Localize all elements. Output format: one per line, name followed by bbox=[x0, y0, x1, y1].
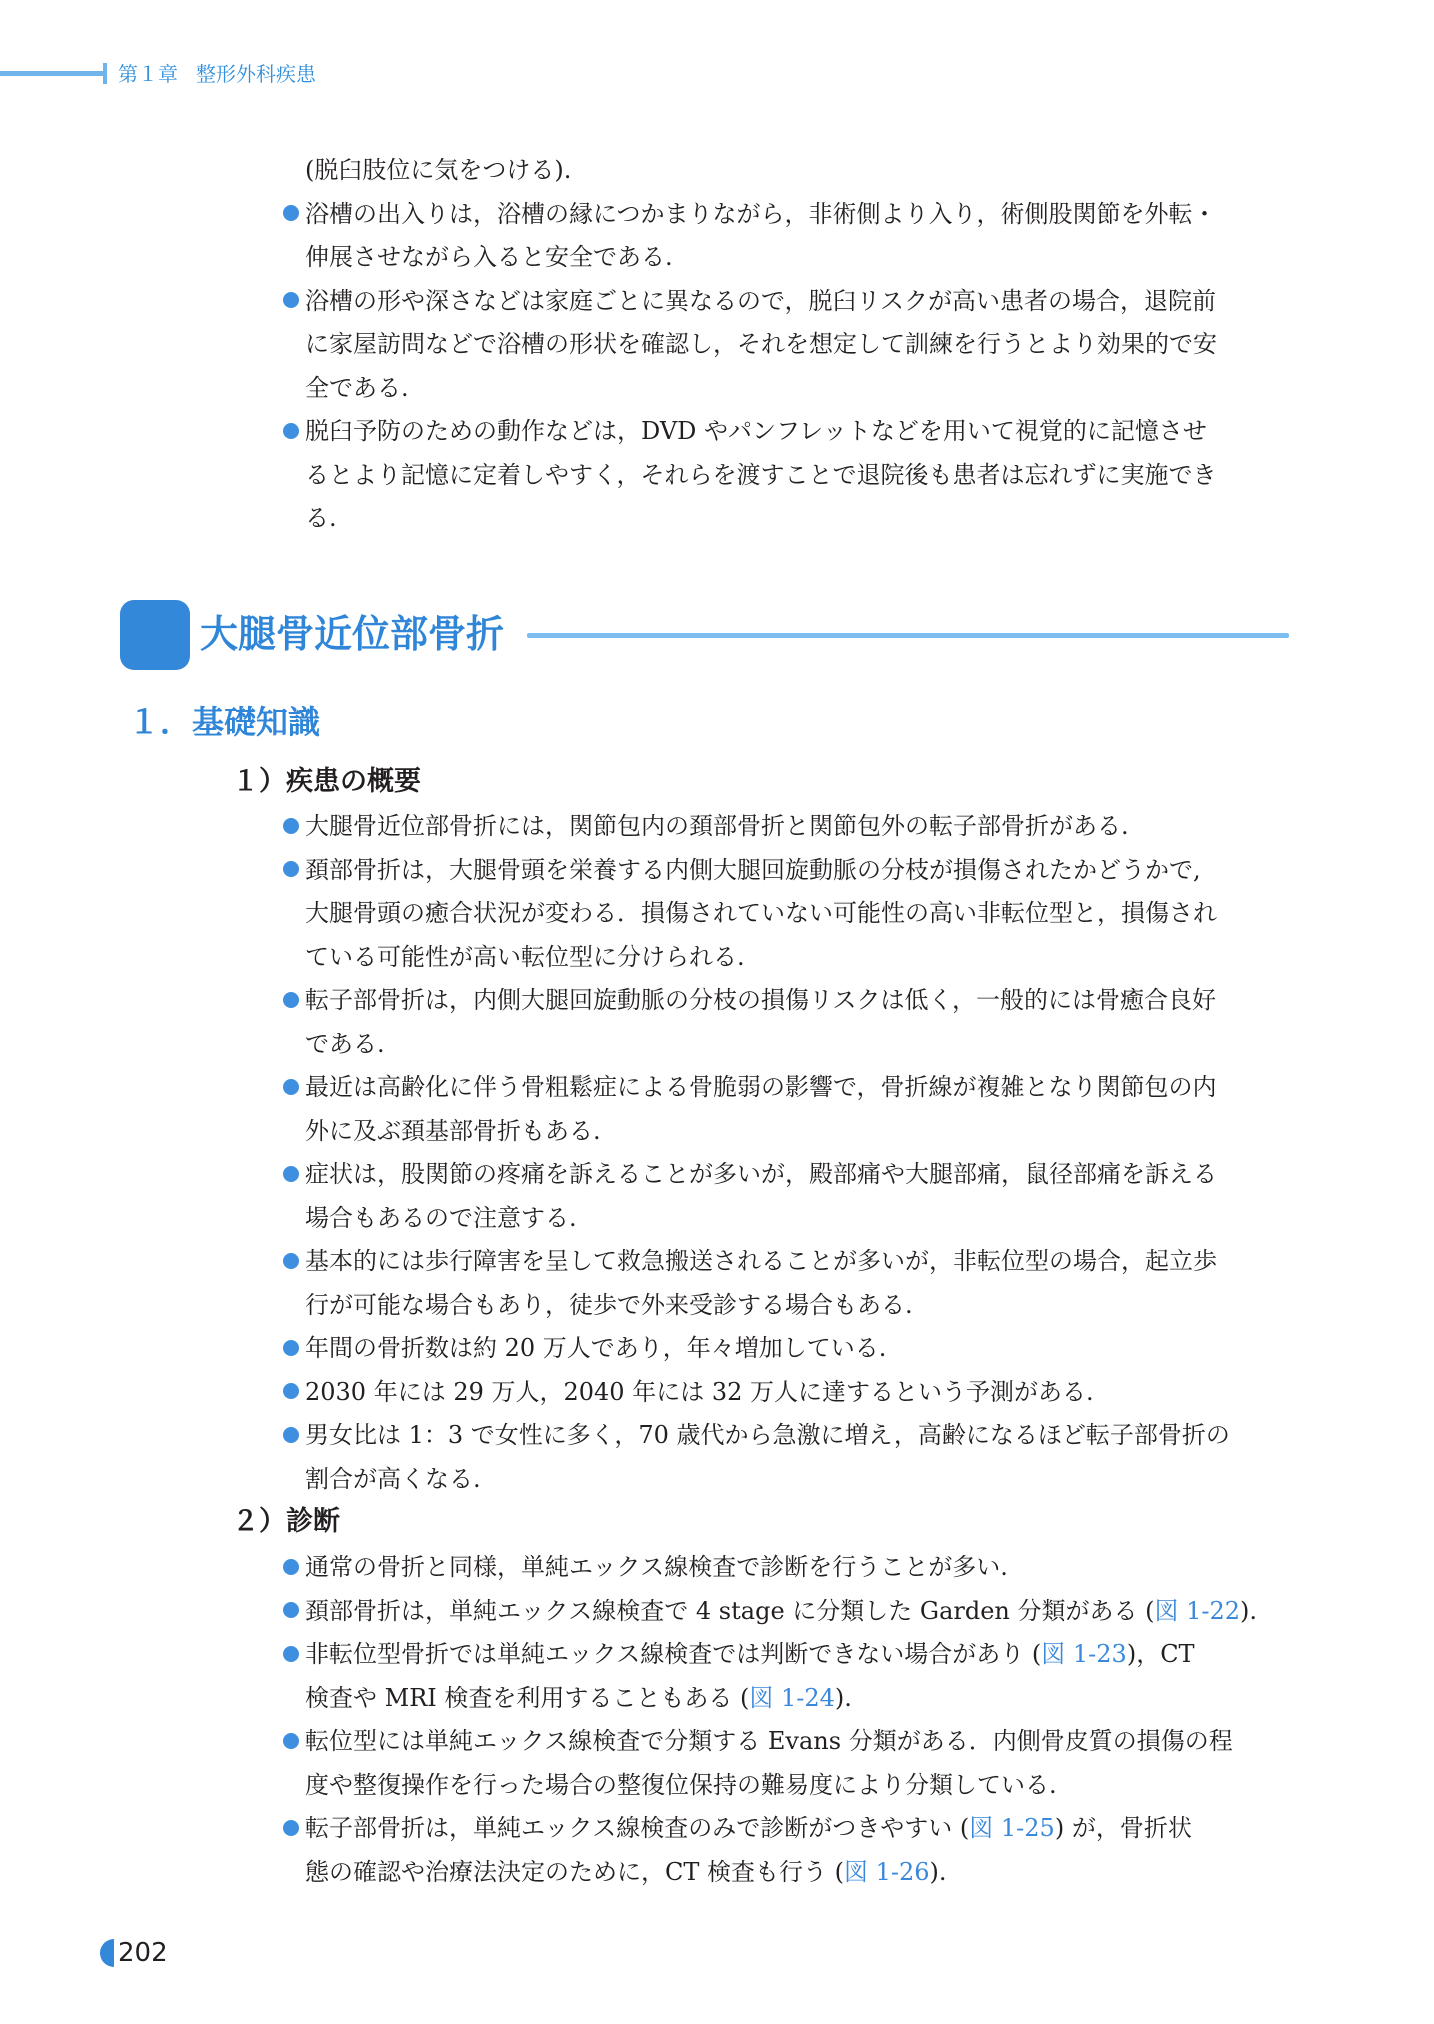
line-text: 大腿骨近位部骨折には，関節包内の頚部骨折と関節包外の転子部骨折がある. bbox=[305, 812, 1129, 840]
header-tick bbox=[103, 63, 107, 84]
bullet-line bbox=[283, 1152, 1288, 1196]
line-text: )，CT bbox=[1126, 1640, 1195, 1668]
chapter-label: 第１章 bbox=[118, 62, 178, 86]
line-text: 度や整復操作を行った場合の整復位保持の難易度により分類している. bbox=[305, 1770, 1057, 1799]
line-text: 基本的には歩行障害を呈して救急搬送されることが多いが，非転位型の場合，起立歩 bbox=[305, 1247, 1217, 1275]
continuation-line bbox=[305, 235, 1310, 279]
line-text: ). bbox=[929, 1857, 947, 1886]
line-text: である. bbox=[305, 1029, 385, 1058]
line-text: 通常の骨折と同様，単純エックス線検査で診断を行うことが多い. bbox=[305, 1553, 1008, 1581]
bullet-line bbox=[283, 1719, 1288, 1763]
topic-title-diagnosis: ２）診断 bbox=[232, 1506, 340, 1537]
page-number bbox=[100, 1938, 168, 1974]
line-text: 伸展させながら入ると安全である. bbox=[305, 243, 673, 271]
continuation-line bbox=[305, 1676, 1310, 1720]
subsection-title: １．基礎知識 bbox=[128, 703, 321, 741]
bullet-dot-icon bbox=[283, 1253, 299, 1269]
line-text: 頚部骨折は，単純エックス線検査で 4 stage に分類した Garden 分類がある ( bbox=[305, 1596, 1155, 1625]
line-text: 態の確認や治療法決定のために，CT 検査も行う ( bbox=[305, 1857, 844, 1886]
bullet-dot-icon bbox=[283, 1340, 299, 1356]
bullet-dot-icon bbox=[283, 1646, 299, 1662]
continuation-line bbox=[305, 1283, 1310, 1327]
bullet-dot-icon bbox=[283, 423, 299, 439]
bullet-line bbox=[283, 1326, 1288, 1370]
bullet-dot-icon bbox=[283, 292, 299, 308]
bullet-dot-icon bbox=[283, 992, 299, 1008]
line-text: 頚部骨折は，大腿骨頭を栄養する内側大腿回旋動脈の分枝が損傷されたかどうかで, bbox=[305, 855, 1201, 884]
line-text: ). bbox=[1240, 1596, 1258, 1625]
line-text: 場合もあるので注意する. bbox=[305, 1203, 577, 1232]
bullet-line bbox=[283, 804, 1288, 848]
continuation-line bbox=[305, 1457, 1310, 1501]
line-text: 最近は高齢化に伴う骨粗鬆症による骨脆弱の影響で，骨折線が複雑となり関節包の内 bbox=[305, 1073, 1217, 1101]
bullet-dot-icon bbox=[283, 1079, 299, 1095]
line-text: 浴槽の出入りは，浴槽の縁につかまりながら，非術側より入り，術側股関節を外転・ bbox=[305, 199, 1217, 228]
bullet-line bbox=[283, 409, 1288, 453]
bullet-dot-icon bbox=[283, 1820, 299, 1836]
chapter-title: 整形外科疾患 bbox=[196, 62, 316, 86]
continuation-line bbox=[305, 322, 1310, 366]
continuation-line bbox=[305, 1763, 1310, 1807]
line-text: 年間の骨折数は約 20 万人であり，年々増加している. bbox=[305, 1334, 887, 1362]
bullet-dot-icon bbox=[283, 1559, 299, 1575]
topic-title-overview: １）疾患の概要 bbox=[232, 766, 421, 797]
bullet-line bbox=[283, 1632, 1288, 1676]
line-text: 行が可能な場合もあり，徒歩で外来受診する場合もある. bbox=[305, 1290, 913, 1319]
figure-reference-link[interactable]: 図 1-25 bbox=[969, 1814, 1055, 1842]
bullet-line bbox=[283, 1239, 1288, 1283]
bullet-line bbox=[283, 848, 1288, 892]
bullet-line bbox=[283, 279, 1288, 323]
bullet-dot-icon bbox=[283, 1166, 299, 1182]
bullet-dot-icon bbox=[283, 1733, 299, 1749]
line-text: 浴槽の形や深さなどは家庭ごとに異なるので，脱臼リスクが高い患者の場合，退院前 bbox=[305, 286, 1217, 315]
continuation-line bbox=[305, 148, 1310, 192]
figure-reference-link[interactable]: 図 1-23 bbox=[1041, 1640, 1127, 1668]
section-marker-box bbox=[120, 600, 190, 670]
line-text: 症状は，股関節の疼痛を訴えることが多いが，殿部痛や大腿部痛，鼠径部痛を訴える bbox=[305, 1160, 1217, 1188]
line-text: (脱臼肢位に気をつける). bbox=[305, 156, 572, 184]
continuation-line bbox=[305, 1850, 1310, 1894]
header-rule bbox=[0, 71, 103, 76]
bullet-dot-icon bbox=[283, 205, 299, 221]
bullet-line bbox=[283, 1545, 1288, 1589]
line-text: るとより記憶に定着しやすく，それらを渡すことで退院後も患者は忘れずに実施でき bbox=[305, 460, 1217, 489]
line-text: ている可能性が高い転位型に分けられる. bbox=[305, 942, 745, 971]
line-text: に家屋訪問などで浴槽の形状を確認し，それを想定して訓練を行うとより効果的で安 bbox=[305, 330, 1217, 358]
line-text: 転位型には単純エックス線検査で分類する Evans 分類がある．内側骨皮質の損傷の程 bbox=[305, 1727, 1233, 1755]
section-title: 大腿骨近位部骨折 bbox=[200, 612, 505, 656]
page-number-text: 202 bbox=[118, 1938, 168, 1968]
line-text: 男女比は 1：3 で女性に多く，70 歳代から急激に増え，高齢になるほど転子部骨折の bbox=[305, 1421, 1230, 1449]
bullet-line bbox=[283, 1589, 1288, 1633]
continuation-line bbox=[305, 935, 1310, 979]
line-text: 検査や MRI 検査を利用することもある ( bbox=[305, 1683, 750, 1712]
bullet-dot-icon bbox=[283, 861, 299, 877]
continuation-line bbox=[305, 496, 1310, 540]
continuation-line bbox=[305, 891, 1310, 935]
continuation-line bbox=[305, 366, 1310, 410]
bullet-dot-icon bbox=[283, 818, 299, 834]
figure-reference-link[interactable]: 図 1-26 bbox=[844, 1857, 930, 1886]
running-header bbox=[0, 58, 1434, 90]
line-text: 非転位型骨折では単純エックス線検査では判断できない場合があり ( bbox=[305, 1640, 1042, 1668]
line-text: ). bbox=[834, 1683, 852, 1712]
bullet-line bbox=[283, 1806, 1288, 1850]
line-text: 2030 年には 29 万人，2040 年には 32 万人に達するという予測がある. bbox=[305, 1377, 1094, 1406]
bullet-line bbox=[283, 1065, 1288, 1109]
bullet-dot-icon bbox=[283, 1602, 299, 1618]
continuation-line bbox=[305, 1196, 1310, 1240]
line-text: る. bbox=[305, 504, 337, 532]
line-text: 脱臼予防のための動作などは，DVD やパンフレットなどを用いて視覚的に記憶させ bbox=[305, 417, 1207, 445]
header-text bbox=[118, 58, 316, 90]
line-text: ) が，骨折状 bbox=[1054, 1814, 1192, 1842]
bullet-line bbox=[283, 978, 1288, 1022]
continuation-line bbox=[305, 453, 1310, 497]
figure-reference-link[interactable]: 図 1-22 bbox=[1154, 1596, 1241, 1625]
figure-reference-link[interactable]: 図 1-24 bbox=[749, 1683, 835, 1712]
section-rule bbox=[527, 633, 1289, 638]
bullet-dot-icon bbox=[283, 1427, 299, 1443]
line-text: 全である. bbox=[305, 373, 409, 402]
line-text: 外に及ぶ頚基部骨折もある. bbox=[305, 1116, 601, 1145]
bullet-line bbox=[283, 1370, 1288, 1414]
line-text: 転子部骨折は，内側大腿回旋動脈の分枝の損傷リスクは低く，一般的には骨癒合良好 bbox=[305, 986, 1217, 1014]
line-text: 転子部骨折は，単純エックス線検査のみで診断がつきやすい ( bbox=[305, 1814, 970, 1842]
bullet-line bbox=[283, 1413, 1288, 1457]
line-text: 割合が高くなる. bbox=[305, 1464, 481, 1493]
page-tab-marker bbox=[100, 1939, 114, 1967]
continuation-line bbox=[305, 1109, 1310, 1153]
continuation-line bbox=[305, 1022, 1310, 1066]
line-text: 大腿骨頭の癒合状況が変わる．損傷されていない可能性の高い非転位型と，損傷され bbox=[305, 899, 1217, 927]
bullet-line bbox=[283, 192, 1288, 236]
bullet-dot-icon bbox=[283, 1383, 299, 1399]
